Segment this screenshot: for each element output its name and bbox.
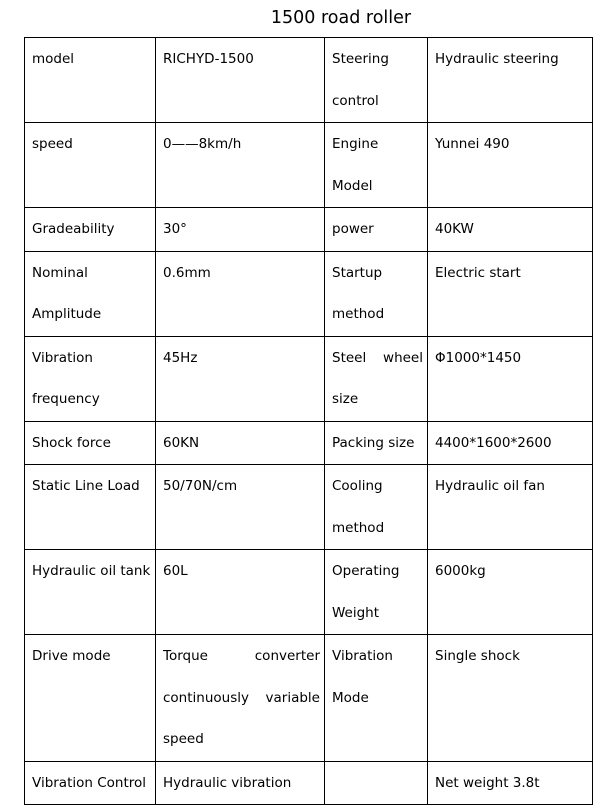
spec-value: 60KN [163, 434, 200, 451]
spec-value-cell [156, 635, 325, 762]
spec-value: Single shock [435, 648, 520, 664]
spec-label-cell [325, 635, 428, 762]
spec-value-cell [156, 208, 325, 252]
spec-label: Shock force [32, 434, 111, 451]
spec-value-cell [428, 550, 593, 635]
spec-label: model [32, 51, 75, 67]
spec-value-cell [156, 38, 325, 123]
spec-label-cell [25, 123, 156, 208]
table-row [25, 465, 593, 550]
spec-label-cell [325, 336, 428, 421]
spec-value-cell [428, 336, 593, 421]
spec-value: Hydraulic steering [435, 51, 559, 67]
spec-value-cell [428, 208, 593, 252]
spec-table [24, 37, 593, 805]
spec-value: 40KW [435, 221, 474, 237]
spec-value: RICHYD-1500 [163, 51, 254, 67]
spec-value: 6000kg [435, 563, 486, 579]
spec-label: Packing size [332, 434, 415, 451]
spec-label-cell [25, 38, 156, 123]
table-row [25, 761, 593, 805]
spec-label: Gradeability [32, 221, 115, 237]
spec-value: 45Hz [163, 349, 198, 366]
spec-value-cell [156, 421, 325, 465]
spec-label-cell [325, 421, 428, 465]
spec-label: speed [32, 136, 73, 152]
spec-label: Cooling method [332, 478, 385, 536]
spec-label-cell [25, 208, 156, 252]
spec-label-cell [25, 761, 156, 805]
spec-label: Operating Weight [332, 563, 400, 621]
spec-label: Nominal Amplitude [32, 264, 102, 322]
spec-value-cell [428, 251, 593, 336]
spec-value-cell [428, 38, 593, 123]
spec-label-cell [325, 208, 428, 252]
spec-value-cell [156, 550, 325, 635]
spec-label-cell [325, 251, 428, 336]
spec-value: Yunnei 490 [435, 136, 510, 152]
spec-label: Vibration frequency [32, 349, 100, 407]
spec-value: Hydraulic oil fan [435, 478, 545, 494]
spec-label: power [332, 221, 374, 237]
spec-label-cell [25, 465, 156, 550]
spec-value: 4400*1600*2600 [435, 434, 552, 451]
spec-label-cell [325, 550, 428, 635]
spec-label: Hydraulic oil tank [32, 563, 151, 579]
table-row [25, 208, 593, 252]
spec-value-cell [428, 761, 593, 805]
spec-value: 0.6mm [163, 264, 211, 281]
table-row [25, 251, 593, 336]
spec-value-cell [156, 251, 325, 336]
spec-value-cell [156, 123, 325, 208]
spec-label: Startup method [332, 264, 385, 322]
spec-label: Static Line Load [32, 478, 140, 494]
spec-value-cell [156, 465, 325, 550]
spec-label-cell [25, 421, 156, 465]
table-row [25, 421, 593, 465]
table-row [25, 123, 593, 208]
table-row [25, 550, 593, 635]
spec-value: Electric start [435, 264, 521, 281]
spec-value-cell [428, 635, 593, 762]
spec-label-cell [25, 550, 156, 635]
table-row [25, 38, 593, 123]
spec-label: Engine Model [332, 136, 379, 194]
spec-value-cell [428, 465, 593, 550]
table-row [25, 336, 593, 421]
spec-label: Vibration Mode [332, 648, 393, 706]
spec-label: Vibration Control [32, 774, 147, 791]
spec-value-cell [428, 421, 593, 465]
spec-label-cell [325, 465, 428, 550]
spec-value-cell [156, 761, 325, 805]
spec-value: 0——8km/h [163, 136, 242, 152]
spec-label-cell [325, 761, 428, 805]
spec-value: Φ1000*1450 [435, 349, 522, 366]
spec-label-cell [25, 336, 156, 421]
spec-value-cell [428, 123, 593, 208]
spec-label: Steel wheel size [332, 349, 423, 407]
spec-label-cell [25, 635, 156, 762]
spec-value: Torque converter continuously variable speed [163, 648, 320, 747]
spec-value: 30° [163, 221, 187, 237]
spec-value: Net weight 3.8t [435, 774, 540, 791]
spec-label-cell [25, 251, 156, 336]
spec-value-cell [156, 336, 325, 421]
spec-label-cell [325, 123, 428, 208]
spec-value: 60L [163, 563, 188, 579]
spec-label: Steering control [332, 51, 389, 109]
spec-value: Hydraulic vibration [163, 774, 292, 791]
spec-label-cell [325, 38, 428, 123]
spec-label: Drive mode [32, 648, 111, 664]
table-row [25, 635, 593, 762]
document-title: 1500 road roller [270, 8, 412, 28]
spec-value: 50/70N/cm [163, 478, 238, 494]
